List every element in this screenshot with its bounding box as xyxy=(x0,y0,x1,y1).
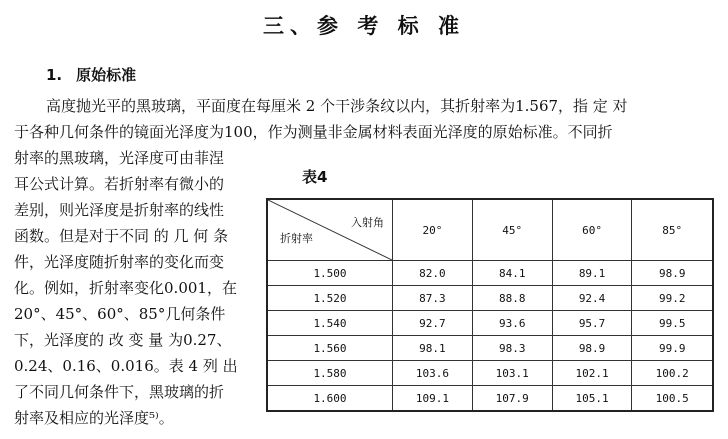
gloss-value-cell: 92.4 xyxy=(552,286,632,311)
paragraph-line: 了不同几何条件下，黑玻璃的折 xyxy=(14,383,225,401)
table-row xyxy=(267,261,713,286)
gloss-value-cell: 84.1 xyxy=(472,261,552,286)
gloss-value-cell: 109.1 xyxy=(393,386,473,412)
gloss-value-cell: 98.9 xyxy=(552,336,632,361)
gloss-value-cell: 99.5 xyxy=(632,311,713,336)
gloss-value-cell: 92.7 xyxy=(393,311,473,336)
paragraph-line: 20°、45°、60°、85°几何条件 xyxy=(14,305,226,323)
gloss-table xyxy=(266,198,714,412)
angle-header: 45° xyxy=(472,199,552,261)
gloss-value-cell: 107.9 xyxy=(472,386,552,412)
gloss-value-cell: 103.6 xyxy=(393,361,473,386)
paragraph-line: 射率及相应的光泽度⁵⁾。 xyxy=(14,409,174,427)
paragraph-line: 化。例如，折射率变化0.001，在 xyxy=(14,279,237,297)
gloss-value-cell: 102.1 xyxy=(552,361,632,386)
gloss-value-cell: 100.2 xyxy=(632,361,713,386)
angle-header: 85° xyxy=(632,199,713,261)
corner-label-refractive-index: 折射率 xyxy=(280,232,313,245)
paragraph-line: 件，光泽度随折射率的变化而变 xyxy=(14,253,225,271)
refractive-index-cell: 1.520 xyxy=(267,286,393,311)
section-heading xyxy=(46,64,136,85)
paragraph-line: 耳公式计算。若折射率有微小的 xyxy=(14,175,225,193)
table-row xyxy=(267,286,713,311)
angle-header: 20° xyxy=(393,199,473,261)
gloss-value-cell: 87.3 xyxy=(393,286,473,311)
refractive-index-cell: 1.580 xyxy=(267,361,393,386)
table-row xyxy=(267,336,713,361)
refractive-index-cell: 1.500 xyxy=(267,261,393,286)
refractive-index-cell: 1.540 xyxy=(267,311,393,336)
gloss-value-cell: 98.1 xyxy=(393,336,473,361)
paragraph-line: 射率的黑玻璃，光泽度可由菲涅 xyxy=(14,149,225,167)
gloss-value-cell: 105.1 xyxy=(552,386,632,412)
paragraph-line: 函数。但是对于不同 的 几 何 条 xyxy=(14,227,229,245)
page-title: 三、参 考 标 准 xyxy=(263,14,465,38)
gloss-value-cell: 89.1 xyxy=(552,261,632,286)
gloss-value-cell: 99.9 xyxy=(632,336,713,361)
paragraph-line: 高度抛光平的黑玻璃，平面度在每厘米 2 个干涉条纹以内，其折射率为1.567，指 定 对 xyxy=(46,97,628,115)
gloss-value-cell: 98.3 xyxy=(472,336,552,361)
refractive-index-cell: 1.600 xyxy=(267,386,393,412)
refractive-index-cell: 1.560 xyxy=(267,336,393,361)
paragraph-line: 0.24、0.16、0.016。表 4 列 出 xyxy=(14,357,238,375)
table-label: 表4 xyxy=(302,168,328,186)
paragraph-line: 差别，则光泽度是折射率的线性 xyxy=(14,201,225,219)
section-title: 原始标准 xyxy=(76,66,137,84)
table-corner-cell xyxy=(267,199,393,261)
gloss-value-cell: 100.5 xyxy=(632,386,713,412)
gloss-value-cell: 95.7 xyxy=(552,311,632,336)
paragraph-line: 于各种几何条件的镜面光泽度为100，作为测量非金属材料表面光泽度的原始标准。不同折 xyxy=(14,123,613,141)
gloss-value-cell: 88.8 xyxy=(472,286,552,311)
table-row xyxy=(267,361,713,386)
table-row xyxy=(267,311,713,336)
section-number: 1. xyxy=(46,66,63,84)
table-row xyxy=(267,386,713,412)
corner-label-incident-angle: 入射角 xyxy=(351,216,384,229)
gloss-value-cell: 99.2 xyxy=(632,286,713,311)
gloss-value-cell: 98.9 xyxy=(632,261,713,286)
angle-header: 60° xyxy=(552,199,632,261)
paragraph-line: 下，光泽度的 改 变 量 为0.27、 xyxy=(14,331,232,349)
gloss-value-cell: 82.0 xyxy=(393,261,473,286)
gloss-value-cell: 93.6 xyxy=(472,311,552,336)
gloss-value-cell: 103.1 xyxy=(472,361,552,386)
table-header-row xyxy=(267,199,713,261)
